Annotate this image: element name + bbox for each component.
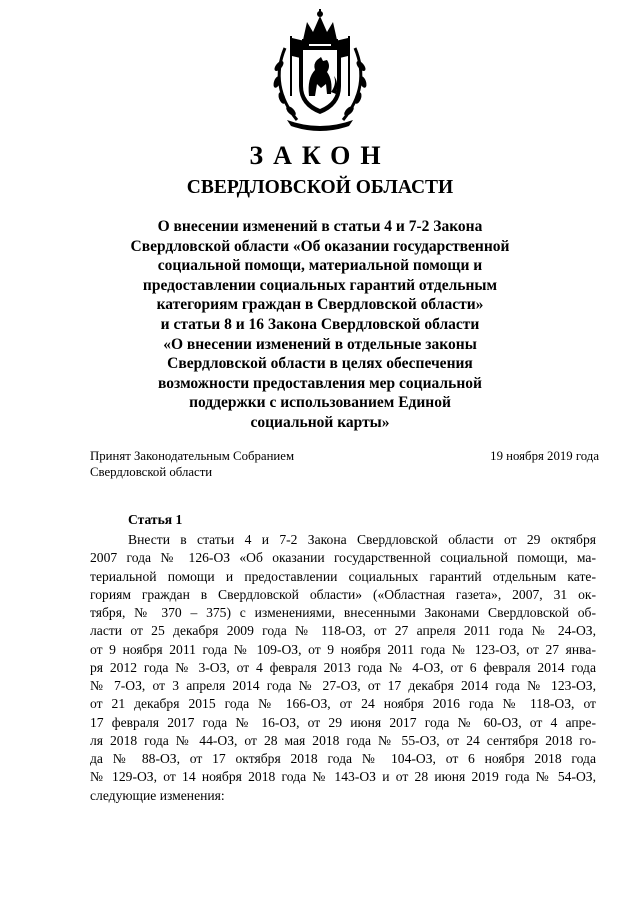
- article-line: ласти от 25 декабря 2009 года № 118-ОЗ, от 27 апреля 2011 года № 24-ОЗ,: [90, 623, 596, 639]
- article-line: гориям граждан в Свердловской области» («Областная газета», 2007, 31 ок-: [90, 586, 596, 602]
- article-heading: Статья 1: [128, 512, 183, 527]
- subject-line: О внесении изменений в статьи 4 и 7-2 Закона: [157, 218, 483, 235]
- subject-line: категориям граждан в Свердловской области»: [156, 296, 484, 314]
- crown-icon: [302, 9, 338, 44]
- article-line: тября, № 370 – 375) с изменениями, внесенными Законами Свердловской об-: [90, 605, 596, 620]
- article-line: 17 февраля 2017 года № 16-ОЗ, от 29 июня 2017 года № 60-ОЗ, от 4 апре-: [90, 714, 596, 730]
- subject-line: Свердловской области в целях обеспечения: [167, 355, 473, 373]
- article-line: ря 2012 года № 3-ОЗ, от 4 февраля 2013 года № 4-ОЗ, от 6 февраля 2014 года: [90, 659, 596, 675]
- subject-line: «О внесении изменений в отдельные законы: [163, 335, 477, 353]
- adoption-line-2: Свердловской области: [90, 464, 213, 479]
- subject-line: поддержки с использованием Единой: [189, 394, 451, 412]
- subject-line: социальной помощи, материальной помощи и: [157, 257, 483, 275]
- article-line: Внести в статьи 4 и 7-2 Закона Свердловской области от 29 октября: [128, 532, 596, 547]
- subject-line: и статьи 8 и 16 Закона Свердловской области: [160, 315, 480, 333]
- article-line: от 9 ноября 2011 года № 109-ОЗ, от 9 ноября 2011 года № 123-ОЗ, от 27 янва-: [90, 641, 596, 657]
- subject-line: возможности предоставления мер социальной: [158, 374, 482, 392]
- article-line: териальной помощи и предоставлении социальных гарантий отдельным кате-: [90, 568, 596, 584]
- article-line: следующие изменения:: [90, 787, 225, 803]
- adoption-line-1: Принят Законодательным Собранием: [90, 449, 295, 463]
- subject-line: Свердловской области «Об оказании государственной: [130, 237, 510, 255]
- article-line: № 129-ОЗ, от 14 ноября 2018 года № 143-ОЗ и от 28 июня 2019 года № 54-ОЗ,: [90, 769, 596, 785]
- article-line: № 7-ОЗ, от 3 апреля 2014 года № 27-ОЗ, от 17 декабря 2014 года № 123-ОЗ,: [90, 678, 596, 693]
- law-title: ЗАКОН: [249, 141, 391, 170]
- coat-of-arms-icon: [257, 8, 383, 134]
- article-line: да № 88-ОЗ, от 17 октября 2018 года № 104-ОЗ, от 6 ноября 2018 года: [90, 751, 596, 766]
- article-line: 2007 года № 126-ОЗ «Об оказании государственной социальной помощи, ма-: [90, 550, 596, 566]
- law-subject: [90, 217, 550, 433]
- article-line: от 21 декабря 2015 года № 166-ОЗ, от 24 ноября 2016 года № 118-ОЗ, от: [90, 696, 596, 712]
- subject-line: социальной карты»: [250, 413, 390, 431]
- subject-line: предоставлении социальных гарантий отдельным: [142, 276, 498, 294]
- region-title: СВЕРДЛОВСКОЙ ОБЛАСТИ: [186, 177, 454, 198]
- adoption-date: 19 ноября 2019 года: [490, 449, 599, 463]
- adoption-authority: [90, 449, 294, 480]
- article-line: ля 2018 года № 44-ОЗ, от 28 мая 2018 года № 55-ОЗ, от 24 сентября 2018 го-: [90, 732, 596, 748]
- article-body: [90, 531, 596, 805]
